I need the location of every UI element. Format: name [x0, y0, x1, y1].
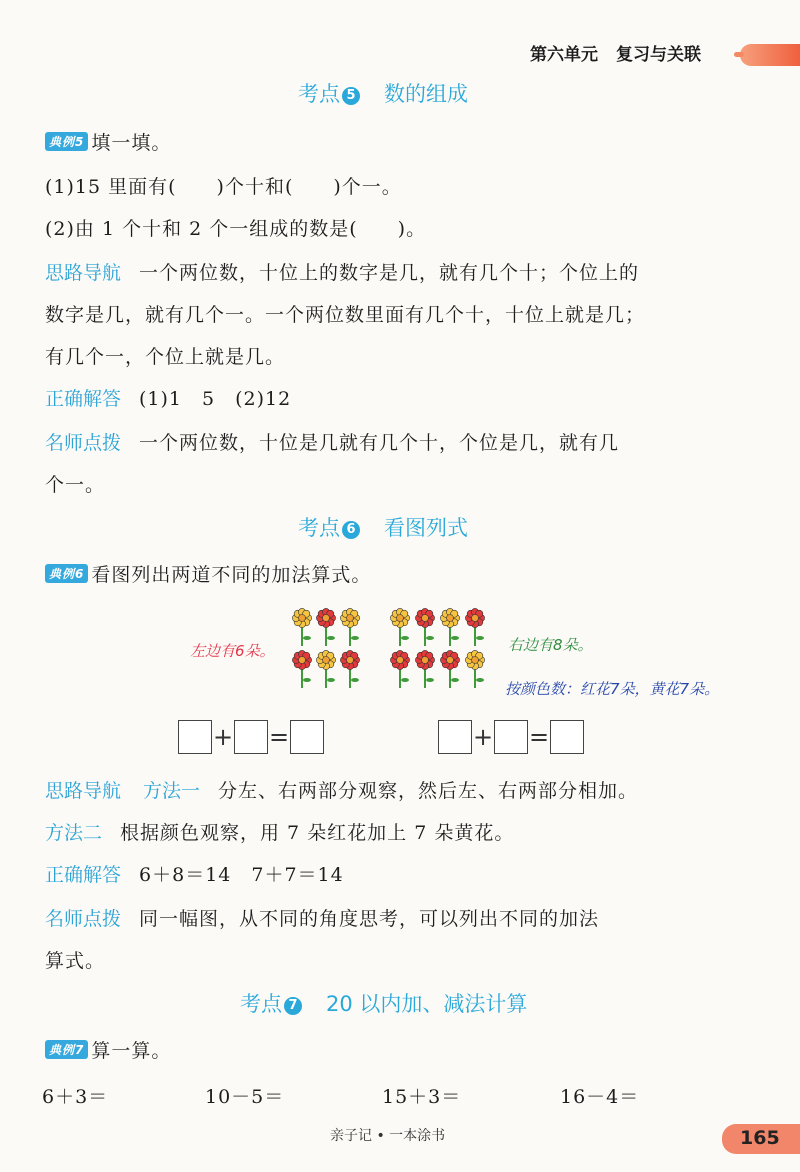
handwritten-color-note: 按颜色数：红花7朵，黄花7朵。 — [505, 680, 720, 698]
method1-text: 分左、右两部分观察，然后左、右两部分相加。 — [218, 780, 639, 802]
header-decoration — [740, 44, 800, 66]
section-title-text: 20 以内加、减法计算 — [326, 992, 528, 1016]
tip-label: 名师点拨 — [45, 432, 122, 454]
calc-item: 6＋3＝ — [42, 1086, 109, 1108]
equation-right — [438, 720, 584, 754]
section-title-6 — [298, 512, 468, 542]
example-tag: 典例7 — [45, 1040, 88, 1059]
question-2: (2)由 1 个十和 2 个一组成的数是( )。 — [45, 218, 427, 240]
red-flower-icon — [316, 608, 335, 646]
example-tag: 典例5 — [45, 132, 88, 151]
answer-label: 正确解答 — [45, 864, 122, 886]
section-title-5 — [298, 78, 468, 108]
answer-label: 正确解答 — [45, 388, 122, 410]
flowers-illustration — [280, 600, 500, 700]
section-prefix: 考点 — [298, 82, 340, 106]
answer-box[interactable] — [494, 720, 528, 754]
calc-item: 10－5＝ — [205, 1086, 285, 1108]
tip-text: 一个两位数，十位是几就有几个十，个位是几，就有几 — [139, 432, 620, 454]
answer-line — [45, 860, 344, 887]
equation-left — [178, 720, 324, 754]
unit-header — [530, 40, 719, 65]
page-number: 165 — [740, 1127, 780, 1149]
answer-box[interactable] — [234, 720, 268, 754]
section-title-text: 看图列式 — [384, 516, 468, 540]
yellow-flower-icon — [316, 650, 335, 688]
yellow-flower-icon — [465, 650, 484, 688]
answer-box[interactable] — [550, 720, 584, 754]
guide-line-2: 数字是几，就有几个一。一个两位数里面有几个十，十位上就是几； — [45, 304, 646, 326]
example-7-prompt — [45, 1036, 171, 1063]
yellow-flower-icon — [390, 608, 409, 646]
tip-line-2: 个一。 — [45, 474, 106, 496]
answer-line — [45, 384, 291, 411]
method2-text: 根据颜色观察，用 7 朵红花加上 7 朵黄花。 — [120, 822, 515, 844]
answer-text: 6＋8＝14 7＋7＝14 — [139, 864, 344, 886]
handwritten-left-count: 左边有6朵。 — [190, 642, 275, 660]
tip-text: 同一幅图，从不同的角度思考，可以列出不同的加法 — [139, 908, 600, 930]
section-title-text: 数的组成 — [384, 82, 468, 106]
red-flower-icon — [292, 650, 311, 688]
guide-text: 一个两位数，十位上的数字是几，就有几个十；个位上的 — [139, 262, 640, 284]
equals-sign: = — [528, 723, 550, 751]
unit-label: 第六单元 — [530, 45, 598, 65]
footer-brand: 亲子记 • 一本涂书 — [330, 1128, 446, 1144]
equals-sign: = — [268, 723, 290, 751]
red-flower-icon — [390, 650, 409, 688]
yellow-flower-icon — [440, 608, 459, 646]
section-number: 6 — [342, 521, 360, 539]
handwritten-right-count: 右边有8朵。 — [508, 636, 593, 654]
question-1: (1)15 里面有( )个十和( )个一。 — [45, 176, 402, 198]
red-flower-icon — [340, 650, 359, 688]
section-number: 7 — [284, 997, 302, 1015]
example-6-prompt — [45, 560, 371, 587]
section-prefix: 考点 — [298, 516, 340, 540]
answer-text: (1)1 5 (2)12 — [139, 388, 292, 410]
guide-label: 思路导航 — [45, 780, 122, 802]
guide-method-2 — [45, 818, 514, 845]
guide-label: 思路导航 — [45, 262, 122, 284]
section-number: 5 — [342, 87, 360, 105]
example-tag: 典例6 — [45, 564, 88, 583]
answer-box[interactable] — [290, 720, 324, 754]
prompt-text: 看图列出两道不同的加法算式。 — [91, 564, 372, 586]
example-5-prompt — [45, 128, 171, 155]
calc-item: 16－4＝ — [560, 1086, 640, 1108]
section-title-7 — [240, 988, 527, 1018]
tip-label: 名师点拨 — [45, 908, 122, 930]
guide-line-3: 有几个一，个位上就是几。 — [45, 346, 286, 368]
header-decoration-dash — [734, 52, 744, 57]
yellow-flower-icon — [340, 608, 359, 646]
answer-box[interactable] — [178, 720, 212, 754]
tip-line-2: 算式。 — [45, 950, 106, 972]
yellow-flower-icon — [292, 608, 311, 646]
guide-method-1 — [45, 776, 638, 803]
answer-box[interactable] — [438, 720, 472, 754]
method1-label: 方法一 — [143, 780, 201, 802]
red-flower-icon — [415, 608, 434, 646]
red-flower-icon — [465, 608, 484, 646]
plus-sign: + — [212, 723, 234, 751]
unit-title: 复习与关联 — [616, 45, 701, 65]
red-flower-icon — [440, 650, 459, 688]
calc-item: 15＋3＝ — [382, 1086, 462, 1108]
tip-line-1 — [45, 428, 619, 455]
plus-sign: + — [472, 723, 494, 751]
guide-line-1 — [45, 258, 639, 285]
tip-line-1 — [45, 904, 599, 931]
prompt-text: 填一填。 — [91, 132, 172, 154]
section-prefix: 考点 — [240, 992, 282, 1016]
method2-label: 方法二 — [45, 822, 103, 844]
red-flower-icon — [415, 650, 434, 688]
prompt-text: 算一算。 — [91, 1040, 172, 1062]
